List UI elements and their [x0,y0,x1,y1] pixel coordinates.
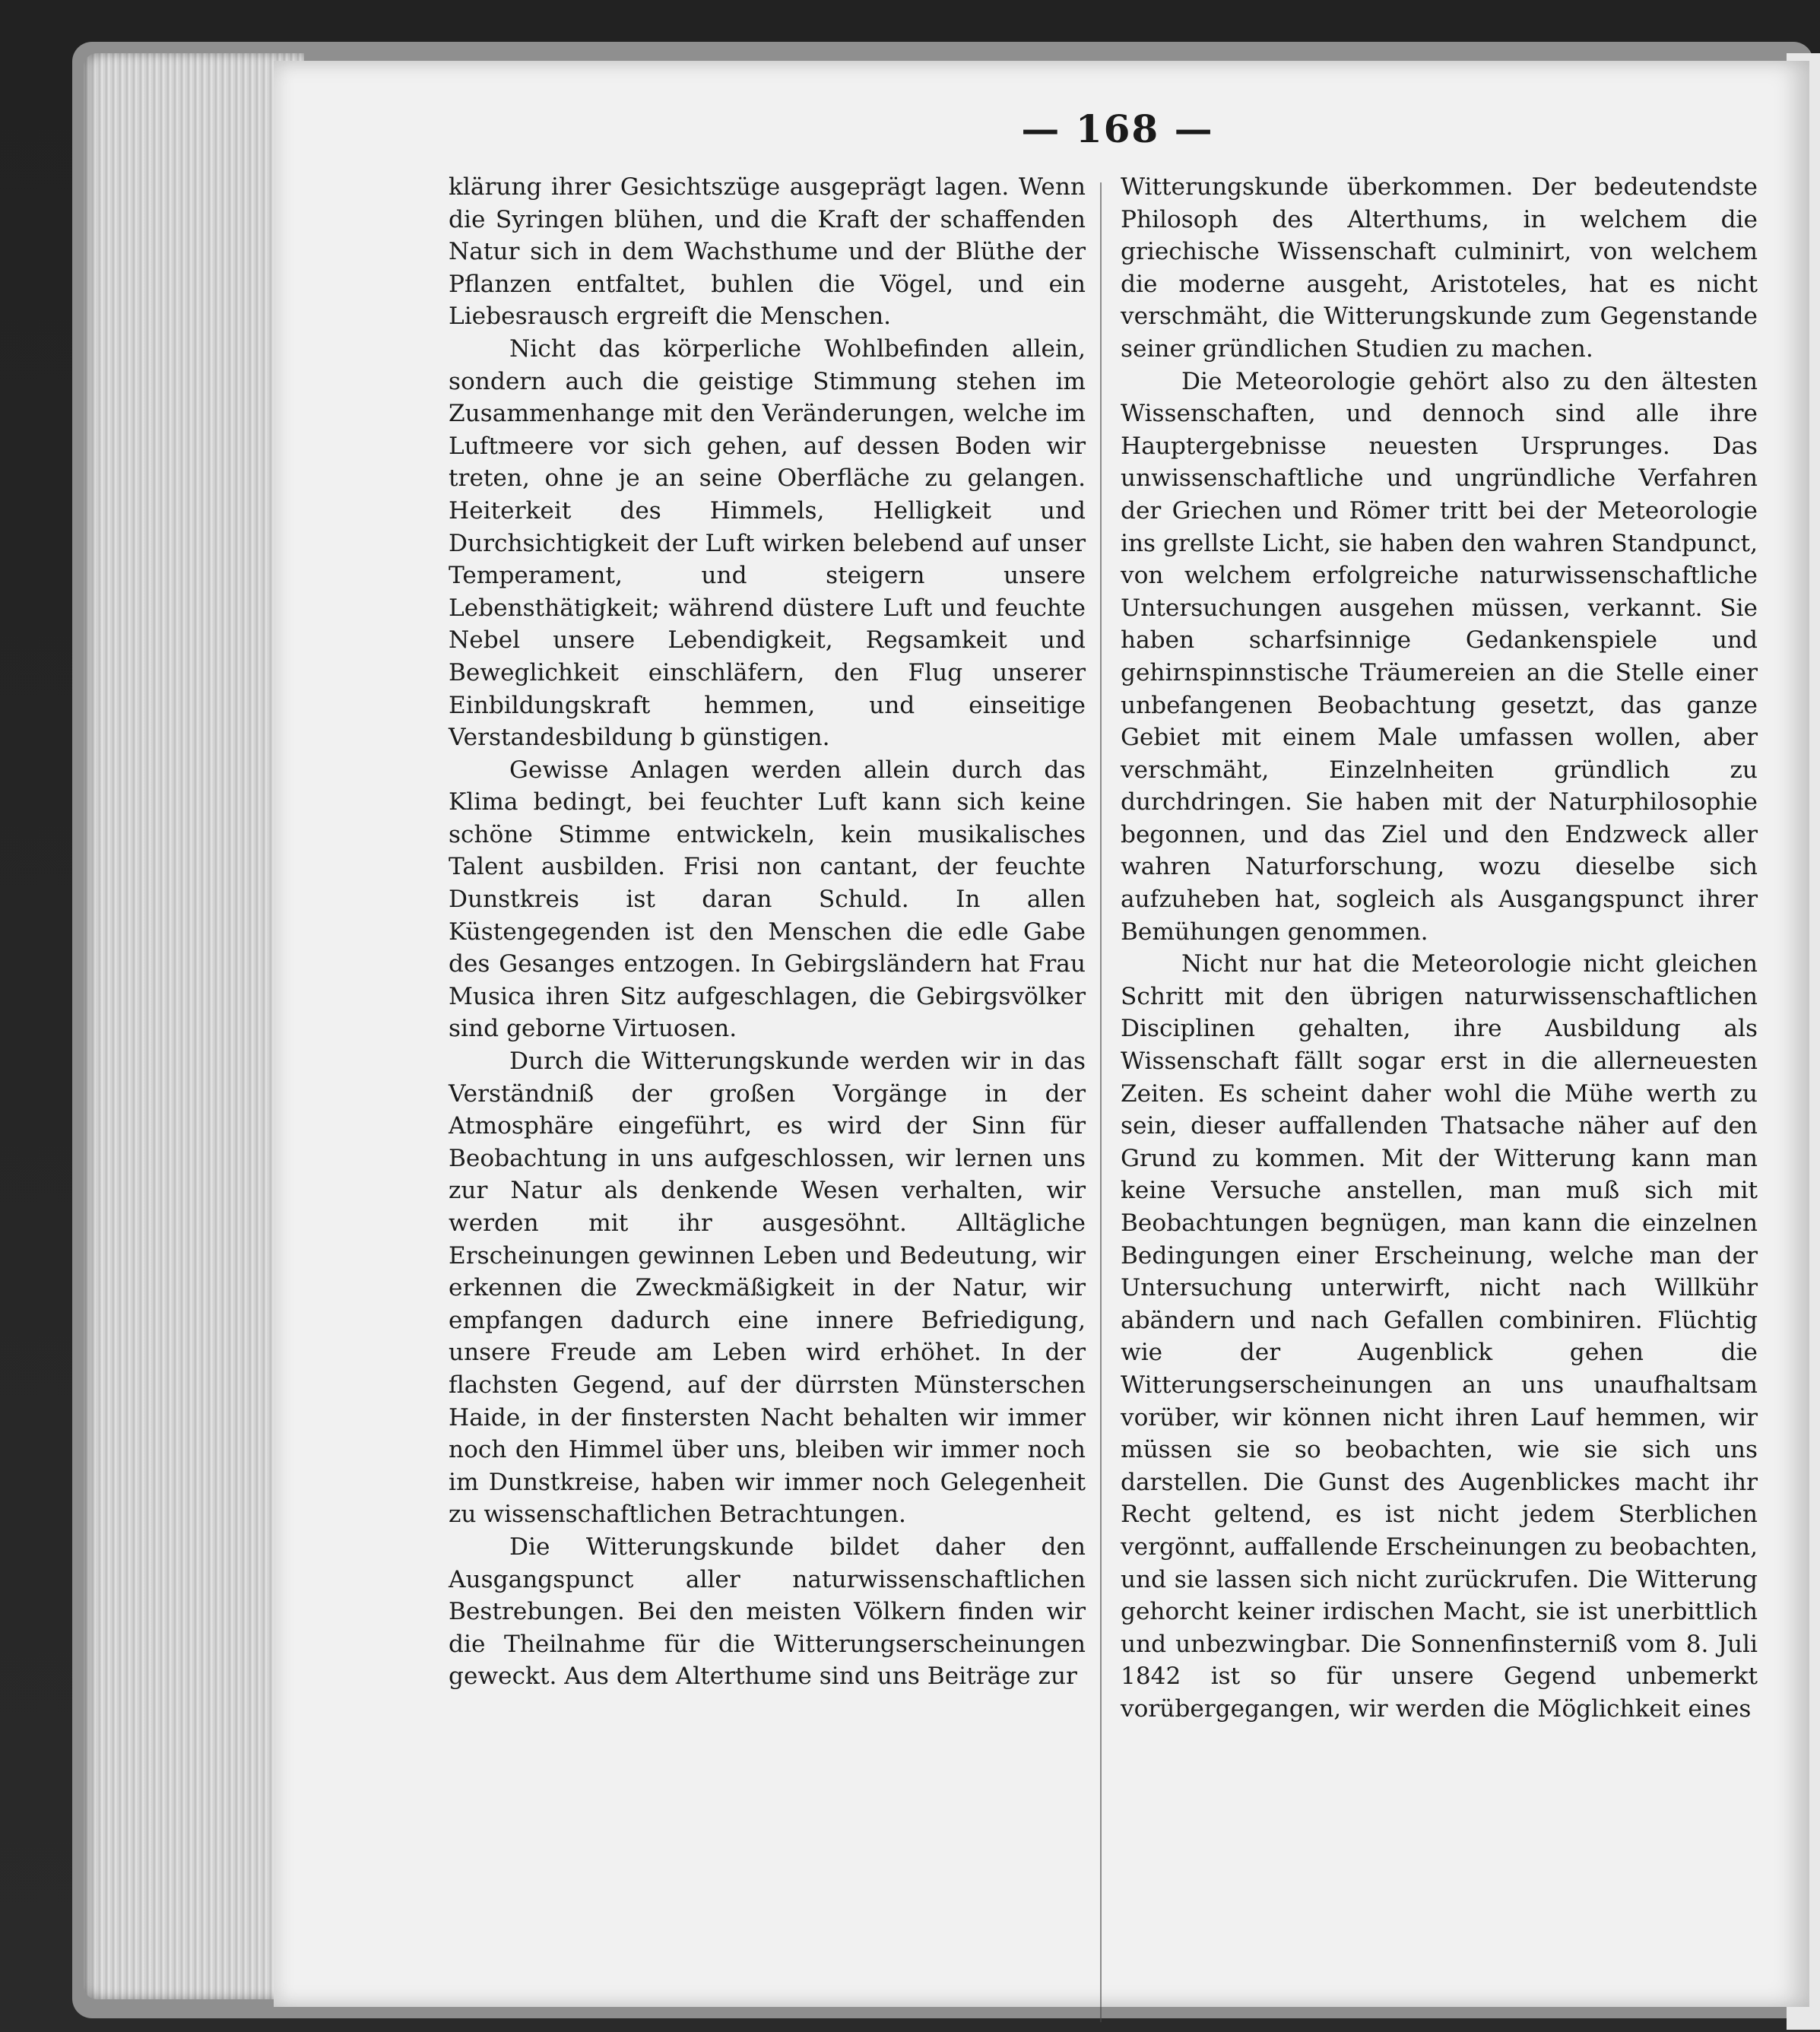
column-divider [1100,182,1102,2022]
paragraph: Die Witterungskunde bildet daher den Ausgangspunct aller naturwissenschaftlichen Bestrebungen. Bei den meisten Völkern finden wir die Theilnahme für die Witterungserscheinungen geweckt. Aus dem Alterthume sind uns Beiträge zur [449,1533,1086,1691]
paragraph: Witterungskunde überkommen. Der bedeutendste Philosoph des Alterthums, in welchem die griechische Wissenschaft culminirt, von welchem die moderne ausgeht, Aristoteles, hat es nicht verschmäht, die Witterungskunde zum Gegenstande seiner gründlichen Studien zu machen. [1121,173,1758,363]
paragraph: Gewisse Anlagen werden allein durch das Klima bedingt, bei feuchter Luft kann sich keine schöne Stimme entwickeln, kein musikalisches Talent ausbilden. Frisi non cantant, der feuchte Dunstkreis ist daran Schuld. In allen Küstengegenden ist den Menschen die edle Gabe des Gesanges entzogen. In Gebirgsländern hat Frau Musica ihren Sitz aufgeschlagen, die Gebirgsvölker sind geborne Virtuosen. [449,756,1086,1043]
paragraph: klärung ihrer Gesichtszüge ausgeprägt lagen. Wenn die Syringen blühen, und die Kraft der schaffenden Natur sich in dem Wachsthume und der Blüthe der Pflanzen entfaltet, buhlen die Vögel, und ein Liebesrausch ergreift die Menschen. [449,173,1086,331]
paragraph: Die Meteorologie gehört also zu den ältesten Wissenschaften, und dennoch sind alle ihre Hauptergebnisse neuesten Ursprunges. Das unwissenschaftliche und ungründliche Verfahren der Griechen und Römer tritt bei der Meteorologie ins grellste Licht, sie haben den wahren Standpunct, von welchem erfolgreiche naturwissenschaftliche Untersuchungen ausgehen müssen, verkannt. Sie haben scharfsinnige Gedankenspiele und gehirnspinnstische Träumereien an die Stelle einer unbefangenen Beobachtung gesetzt, das ganze Gebiet mit einem Male umfassen wollen, aber verschmäht, Einzelnheiten gründlich zu durchdringen. Sie haben mit der Naturphilosophie begonnen, und das Ziel und den Endzweck aller wahren Naturforschung, wozu dieselbe sich aufzuheben hat, sogleich als Ausgangspunct ihrer Bemühungen genommen. [1121,367,1758,946]
paragraph: Durch die Witterungskunde werden wir in das Verständniß der großen Vorgänge in der Atmosphäre eingeführt, es wird der Sinn für Beobachtung in uns aufgeschlossen, wir lernen uns zur Natur als denkende Wesen verhalten, wir werden mit ihr ausgesöhnt. Alltägliche Erscheinungen gewinnen Leben und Bedeutung, wir erkennen die Zweckmäßigkeit in der Natur, wir empfangen dadurch eine innere Befriedigung, unsere Freude am Leben wird erhöhet. In der flachsten Gegend, auf der dürrsten Münsterschen Haide, in der finstersten Nacht behalten wir immer noch den Himmel über uns, bleiben wir immer noch im Dunstkreise, haben wir immer noch Gelegenheit zu wissenschaftlichen Betrachtungen. [449,1048,1086,1529]
paragraph: Nicht nur hat die Meteorologie nicht gleichen Schritt mit den übrigen naturwissenschaftlichen Disciplinen gehalten, ihre Ausbildung als Wissenschaft fällt sogar erst in die allerneuesten Zeiten. Es scheint daher wohl die Mühe werth zu sein, dieser auffallenden Thatsache näher auf den Grund zu kommen. Mit der Witterung kann man keine Versuche anstellen, man muß sich mit Beobachtungen begnügen, man kann die einzelnen Bedingungen einer Erscheinung, welche man der Untersuchung unterwirft, nicht nach Willkühr abändern und nach Gefallen combiniren. Flüchtig wie der Augenblick gehen die Witterungserscheinungen an uns unaufhaltsam vorüber, wir können nicht ihren Lauf hemmen, wir müssen sie so beobachten, wie sie sich uns darstellen. Die Gunst des Augenblickes macht ihr Recht geltend, es ist nicht jedem Sterblichen vergönnt, auffallende Erscheinungen zu beobachten, und sie lassen sich nicht zurückrufen. Die Witterung gehorcht keiner irdischen Macht, sie ist unerbittlich und unbezwingbar. Die Sonnenfinsterniß vom 8. Juli 1842 ist so für unsere Gegend unbemerkt vorübergegangen, wir werden die Möglichkeit eines [1121,950,1758,1723]
left-column [449,171,1086,1693]
page-number: — 168 — [1021,106,1214,151]
paragraph: Nicht das körperliche Wohlbefinden allein, sondern auch die geistige Stimmung stehen im Zusammenhange mit den Veränderungen, welche im Luftmeere vor sich gehen, auf dessen Boden wir treten, ohne je an seine Oberfläche zu gelangen. Heiterkeit des Himmels, Helligkeit und Durchsichtigkeit der Luft wirken belebend auf unser Temperament, und steigern unsere Lebensthätigkeit; während düstere Luft und feuchte Nebel unsere Lebendigkeit, Regsamkeit und Beweglichkeit einschläfern, den Flug unserer Einbildungskraft hemmen, und einseitige Verstandesbildung b günstigen. [449,334,1086,752]
page-edges [84,53,304,1999]
right-column [1121,171,1758,1726]
